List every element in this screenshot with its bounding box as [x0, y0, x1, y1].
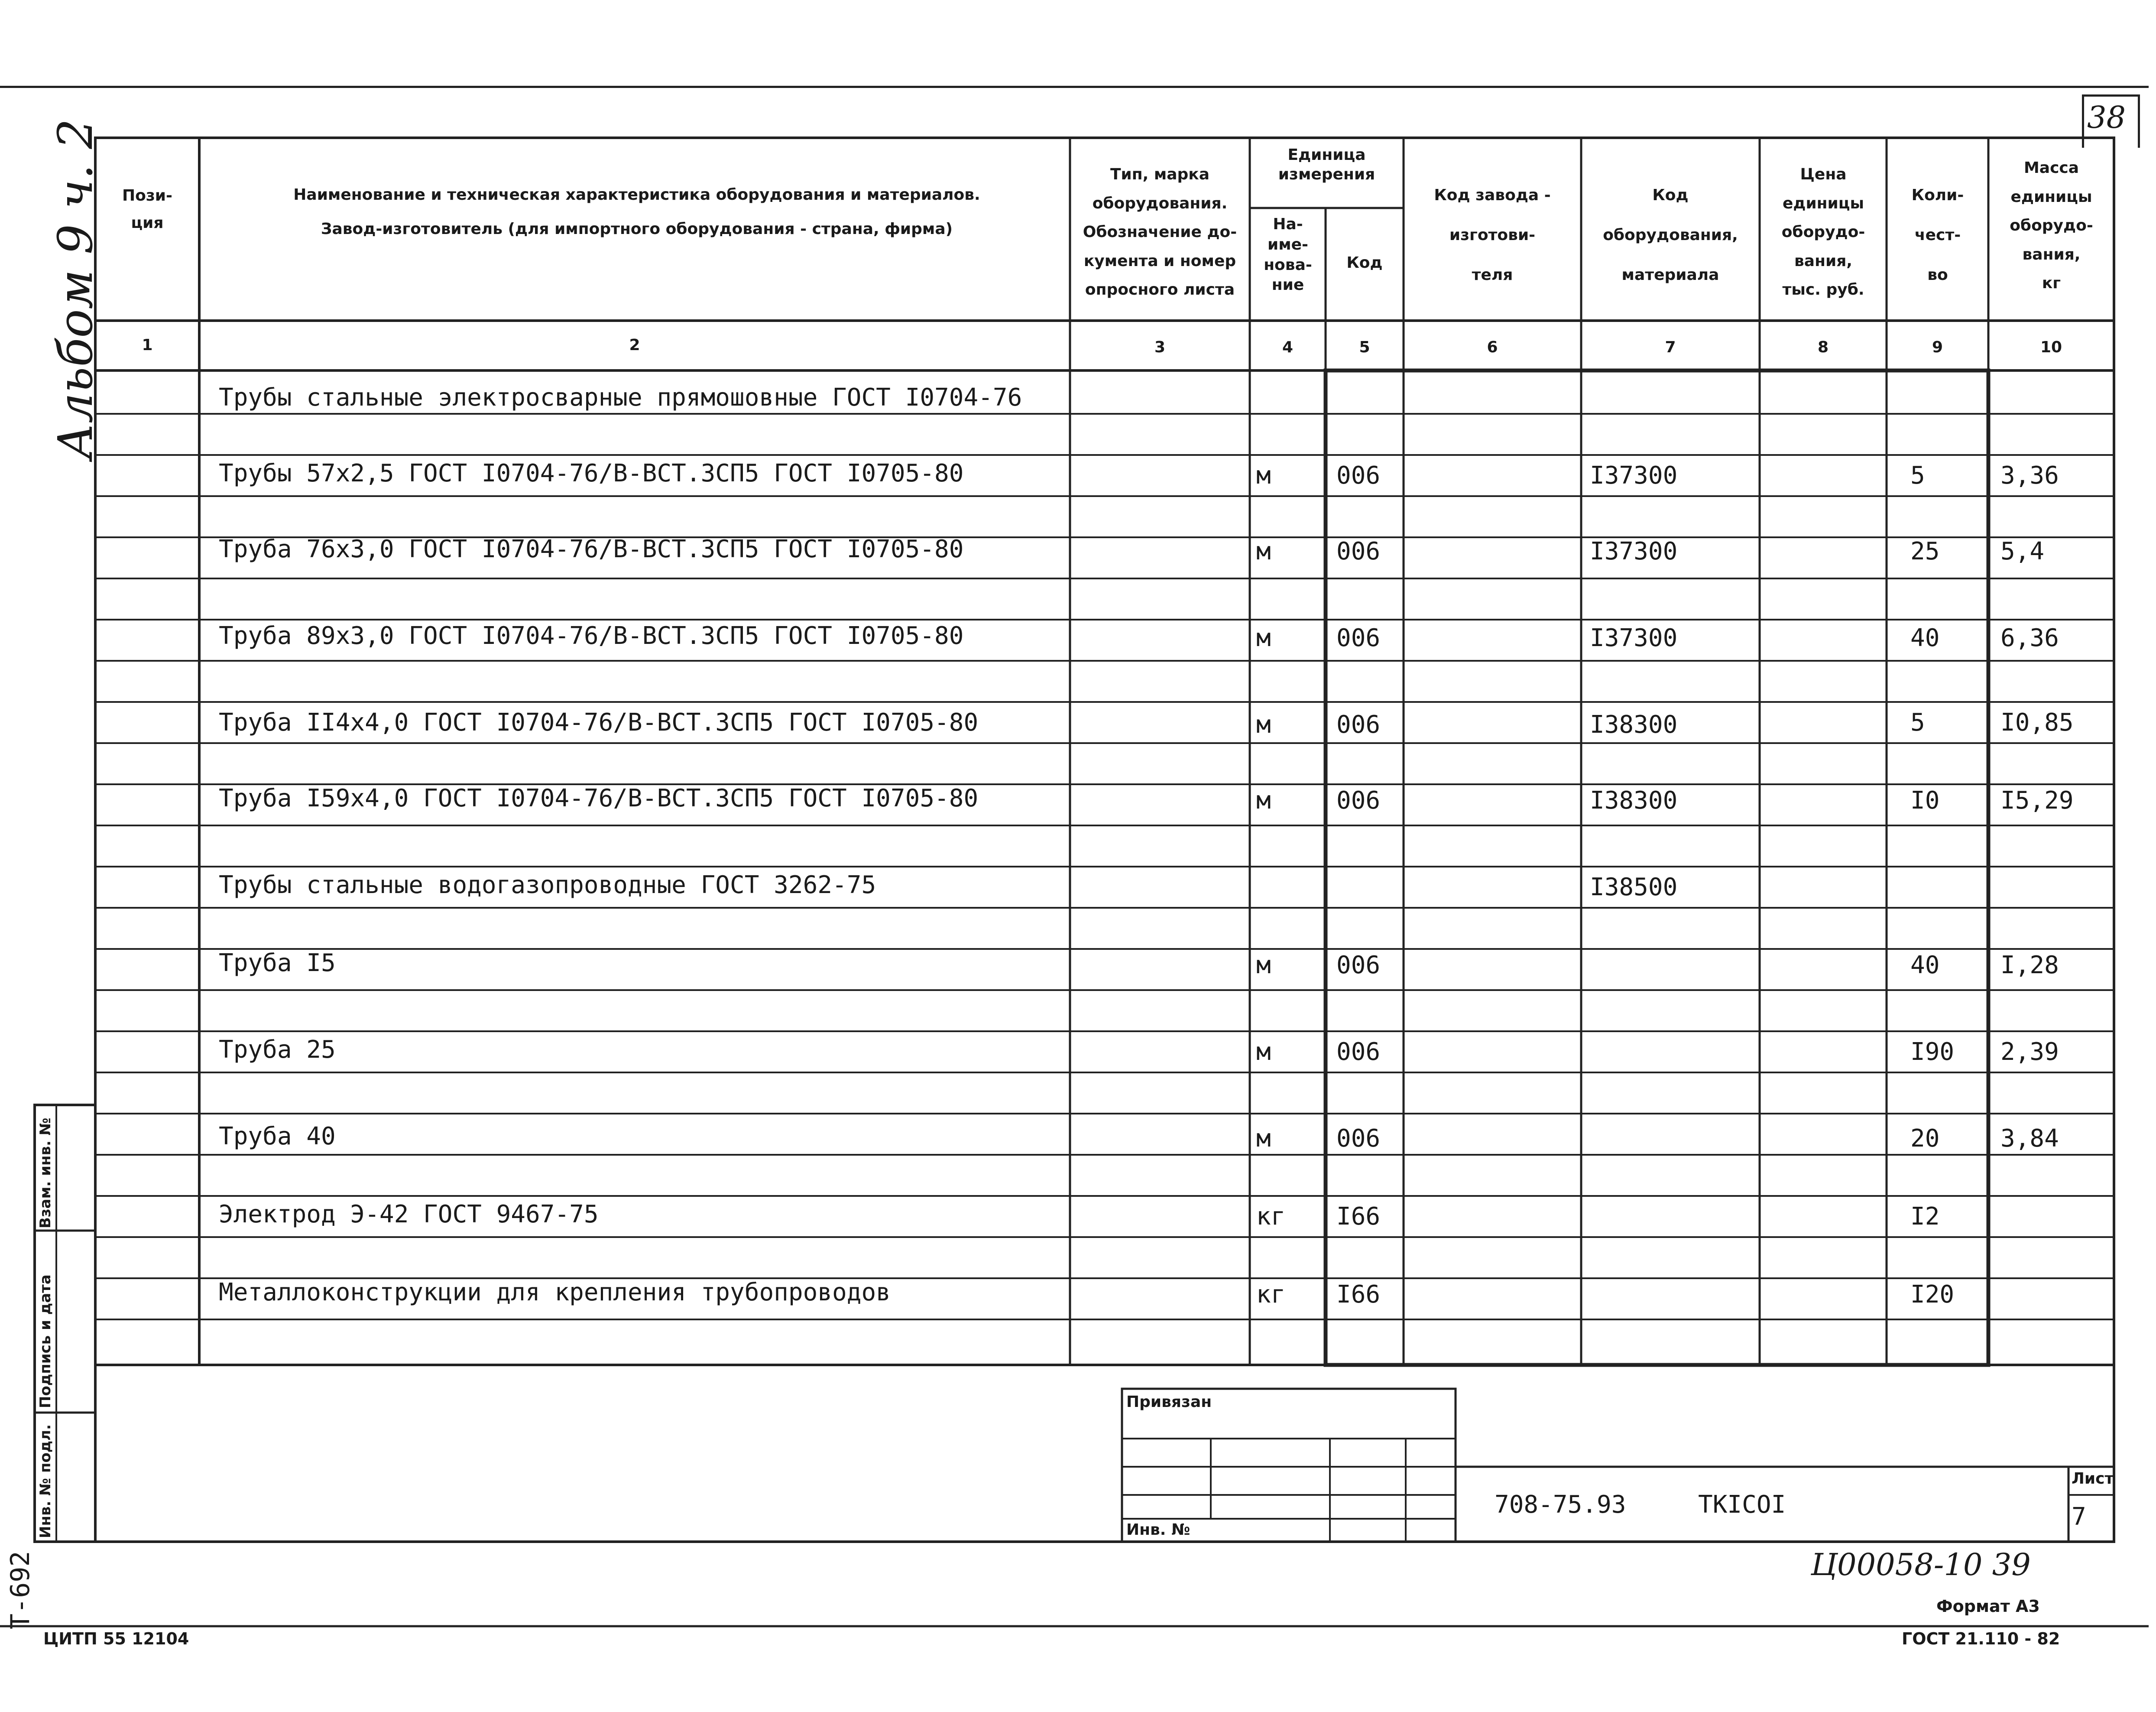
col-num-5: 5 — [1359, 338, 1370, 356]
col-header-9: Коли- чест- во — [1911, 186, 1964, 284]
row-qty: 5 — [1910, 708, 1925, 737]
row-code: 006 — [1336, 951, 1381, 979]
stamp-privyazan: Привязан — [1126, 1393, 1212, 1411]
sheet-number: 7 — [2072, 1503, 2086, 1531]
row-name: Труба 76х3,0 ГОСТ I0704-76/В-ВСТ.3СП5 ГОСТ I0705-80 — [219, 535, 964, 563]
citp-label: ЦИТП 55 12104 — [43, 1629, 189, 1648]
row-name: Труба I59х4,0 ГОСТ I0704-76/В-ВСТ.3СП5 ГОСТ I0705-80 — [219, 784, 979, 812]
row-unit: м — [1256, 1124, 1271, 1153]
row-unit: м — [1256, 624, 1271, 652]
row-name: Труба II4х4,0 ГОСТ I0704-76/В-ВСТ.3СП5 ГОСТ I0705-80 — [219, 708, 979, 737]
col-num-2: 2 — [629, 336, 640, 354]
row-name: Электрод Э-42 ГОСТ 9467-75 — [219, 1200, 599, 1228]
row-name: Трубы стальные электросварные прямошовные ГОСТ I0704-76 — [219, 383, 1022, 412]
side-label-vzam: Взам. инв. № — [37, 1118, 54, 1228]
row-code: 006 — [1336, 1124, 1381, 1153]
col-num-6: 6 — [1487, 338, 1498, 356]
row-code: 006 — [1336, 537, 1381, 565]
row-qty: 40 — [1910, 951, 1940, 979]
col-num-1: 1 — [142, 336, 153, 354]
side-label-podpis: Подпись и дата — [37, 1274, 54, 1408]
gost-label: ГОСТ 21.110 - 82 — [1902, 1629, 2060, 1648]
row-eq-code: I38300 — [1590, 711, 1678, 739]
row-qty: I90 — [1910, 1038, 1955, 1066]
row-eq-code: I37300 — [1590, 624, 1678, 652]
row-qty: 5 — [1910, 461, 1925, 490]
col-header-2: Наименование и техническая характеристика оборудования и материалов. Завод-изготовитель (для импортного оборудования - страна, фирма) — [293, 186, 980, 238]
col-num-10: 10 — [2040, 338, 2062, 356]
col-header-4: На- име- нова- ние — [1264, 215, 1312, 294]
row-name: Металлоконструкции для крепления трубопроводов — [219, 1278, 891, 1306]
row-name: Труба 40 — [219, 1122, 336, 1150]
row-eq-code: I37300 — [1590, 537, 1678, 565]
col-header-1: Пози- ция — [122, 187, 172, 232]
row-unit: м — [1256, 711, 1271, 739]
row-code: 006 — [1336, 711, 1381, 739]
unit-group-header: Единица измерения — [1278, 146, 1375, 183]
col-header-5: Код — [1346, 254, 1383, 272]
col-header-7: Код оборудования, материала — [1603, 186, 1738, 284]
doc-mark: ТКIСОI — [1698, 1491, 1786, 1519]
col-num-8: 8 — [1817, 338, 1829, 356]
row-qty: I0 — [1910, 786, 1940, 815]
row-unit: кг — [1256, 1202, 1286, 1231]
row-mass: 3,84 — [2000, 1124, 2059, 1153]
row-qty: 40 — [1910, 624, 1940, 652]
row-name: Труба I5 — [219, 949, 336, 977]
stamp-inv-no: Инв. № — [1126, 1521, 1190, 1539]
row-unit: кг — [1256, 1280, 1286, 1309]
row-code: 006 — [1336, 1038, 1381, 1066]
row-unit: м — [1256, 951, 1271, 979]
row-mass: 2,39 — [2000, 1038, 2059, 1066]
row-qty: 20 — [1910, 1124, 1940, 1153]
row-code: I66 — [1336, 1202, 1381, 1231]
side-label-inv: Инв. № подл. — [37, 1424, 54, 1538]
row-mass: I,28 — [2000, 951, 2059, 979]
row-qty: I2 — [1910, 1202, 1940, 1231]
page-number-top: 38 — [2087, 100, 2126, 135]
row-unit: м — [1256, 461, 1271, 490]
row-name: Труба 89х3,0 ГОСТ I0704-76/В-ВСТ.3СП5 ГОСТ I0705-80 — [219, 622, 964, 650]
col-header-10: Масса единицы оборудо- вания, кг — [2010, 159, 2093, 292]
col-header-8: Цена единицы оборудо- вания, тыс. руб. — [1781, 166, 1865, 299]
row-mass: 6,36 — [2000, 624, 2059, 652]
row-code: 006 — [1336, 624, 1381, 652]
col-header-6: Код завода - изготови- теля — [1434, 186, 1551, 284]
row-mass: I5,29 — [2000, 786, 2074, 815]
row-code: 006 — [1336, 786, 1381, 815]
row-unit: м — [1256, 537, 1271, 565]
handwritten-number: Ц00058-10 39 — [1811, 1547, 2031, 1582]
row-mass: 5,4 — [2000, 537, 2045, 565]
sheet-label: Лист — [2072, 1470, 2114, 1488]
row-mass: 3,36 — [2000, 461, 2059, 490]
row-qty: 25 — [1910, 537, 1940, 565]
col-header-3: Тип, марка оборудования. Обозначение до- кумента и номер опросного листа — [1083, 166, 1237, 299]
format-label: Формат А3 — [1936, 1597, 2040, 1616]
row-code: 006 — [1336, 461, 1381, 490]
row-name: Труба 25 — [219, 1036, 336, 1064]
row-eq-code: I38500 — [1590, 873, 1678, 901]
row-qty: I20 — [1910, 1280, 1955, 1309]
row-name: Трубы стальные водогазопроводные ГОСТ 3262-75 — [219, 871, 876, 899]
row-unit: м — [1256, 786, 1271, 815]
series-code: Т-692 — [5, 1551, 36, 1629]
row-eq-code: I38300 — [1590, 786, 1678, 815]
row-eq-code: I37300 — [1590, 461, 1678, 490]
col-num-7: 7 — [1665, 338, 1676, 356]
doc-code: 708-75.93 — [1495, 1491, 1626, 1519]
row-unit: м — [1256, 1038, 1271, 1066]
row-name: Трубы 57х2,5 ГОСТ I0704-76/В-ВСТ.3СП5 ГОСТ I0705-80 — [219, 459, 964, 487]
row-code: I66 — [1336, 1280, 1381, 1309]
col-num-9: 9 — [1932, 338, 1943, 356]
row-mass: I0,85 — [2000, 708, 2074, 737]
album-label: Альбом 9 ч. 2 — [48, 118, 103, 459]
col-num-4: 4 — [1282, 338, 1294, 356]
col-num-3: 3 — [1154, 338, 1166, 356]
